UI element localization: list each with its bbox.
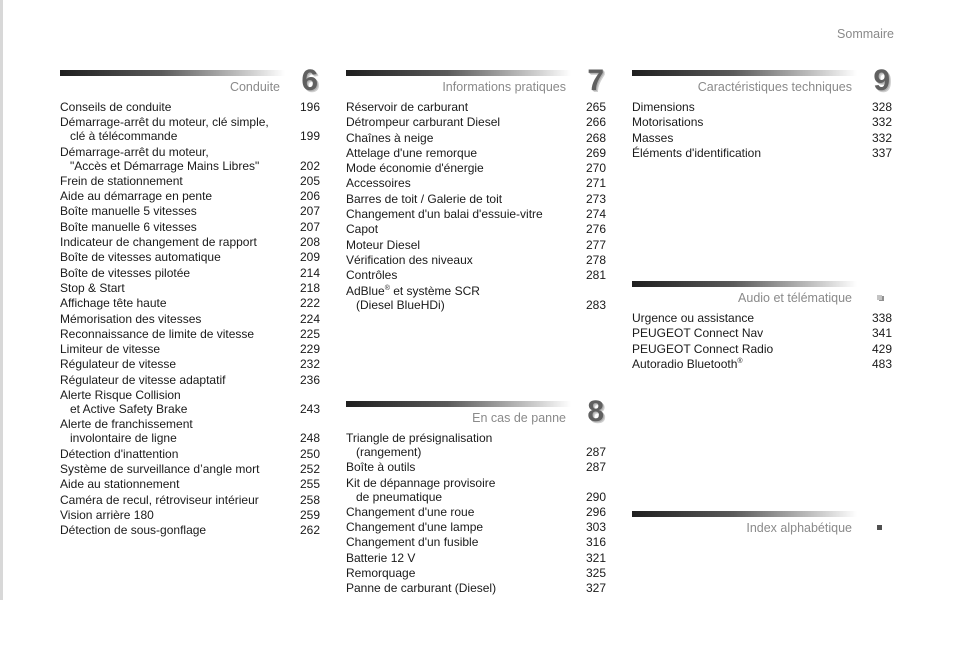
toc-entry-text: Vision arrière 180 [60, 507, 154, 522]
toc-entry-title [60, 373, 284, 387]
section-conduite [60, 64, 320, 538]
toc-entry[interactable] [346, 207, 606, 221]
toc-entry-title [346, 146, 570, 160]
toc-entry-subtitle: clé à télécommande [70, 129, 178, 144]
section-title: Audio et télématique [738, 291, 852, 305]
toc-entry-title [632, 131, 856, 145]
section-header [346, 395, 606, 431]
toc-entry-text: Mémorisation des vitesses [60, 311, 202, 326]
toc-entry-title [346, 535, 570, 549]
toc-entry-title [632, 100, 856, 114]
toc-page-number: 207 [299, 219, 320, 234]
toc-entry-title [346, 100, 570, 114]
toc-entry-title [346, 238, 570, 252]
toc-page-number: 205 [299, 173, 320, 188]
toc-entry[interactable] [346, 284, 606, 312]
toc-page-number: 316 [585, 535, 606, 550]
toc-entry-title [632, 115, 856, 129]
toc-entry-title [346, 505, 570, 519]
toc-entry-text: Démarrage-arrêt du moteur, clé simple, [60, 115, 269, 130]
toc-entry[interactable] [60, 145, 320, 173]
toc-entry[interactable] [60, 388, 320, 416]
toc-entry[interactable] [346, 460, 606, 474]
section-bar [346, 70, 571, 76]
toc-page-number: 218 [299, 280, 320, 295]
toc-entry-text: Changement d'un fusible [346, 535, 479, 550]
page-label: Sommaire [837, 27, 894, 41]
toc-entry-text: Changement d'une lampe [346, 520, 484, 535]
section-bar [60, 70, 285, 76]
toc-entry-text: Changement d'un balai d'essuie-vitre [346, 207, 543, 222]
toc-entry-title [60, 447, 284, 461]
toc-entry[interactable] [632, 342, 892, 356]
toc-entry-title [60, 100, 284, 114]
toc-entry[interactable] [60, 493, 320, 507]
toc-entry-text: Batterie 12 V [346, 550, 416, 565]
toc-entry-subtitle: (Diesel BlueHDi) [356, 297, 445, 312]
toc-entry-title [632, 326, 856, 340]
toc-entry-text: Réservoir de carburant [346, 100, 469, 114]
section-header [632, 511, 892, 541]
toc-entry-text: Chaînes à neige [346, 130, 434, 145]
toc-page-number: 273 [585, 191, 606, 206]
toc-page-number: 283 [585, 297, 606, 312]
toc-entry-title [60, 281, 284, 295]
toc-page-number: 277 [585, 237, 606, 252]
toc-page-number: 250 [299, 446, 320, 461]
toc-entry[interactable] [60, 462, 320, 476]
toc-entry[interactable] [346, 176, 606, 190]
section-number: 7 [587, 64, 604, 97]
section-index-alphabetique [632, 511, 892, 541]
toc-entry[interactable] [60, 235, 320, 249]
toc-entry[interactable] [632, 357, 892, 371]
toc-page-number: 278 [585, 252, 606, 267]
toc-list [346, 431, 606, 595]
toc-entry-title [346, 520, 570, 534]
toc-page-number: 281 [585, 268, 606, 283]
toc-entry-title [60, 250, 284, 264]
toc-page-number: 268 [585, 130, 606, 145]
toc-entry-text: Attelage d'une remorque [346, 145, 478, 160]
section-caracteristiques-techniques [632, 64, 892, 161]
toc-entry[interactable] [60, 281, 320, 295]
toc-page-number: 262 [299, 523, 320, 538]
toc-page-number: 303 [585, 520, 606, 535]
toc-entry-text: Alerte Risque Collision [60, 388, 181, 403]
toc-list [632, 100, 892, 160]
section-title: Caractéristiques techniques [697, 80, 852, 94]
toc-entry[interactable] [632, 311, 892, 325]
section-bar [632, 511, 857, 517]
toc-entry-text: Masses [632, 130, 674, 145]
section-title: Informations pratiques [442, 80, 566, 94]
toc-page-number: 271 [585, 176, 606, 191]
toc-entry-title [60, 204, 284, 218]
toc-page-number: 266 [585, 115, 606, 130]
toc-entry-title [346, 566, 570, 580]
toc-page-number: 222 [299, 296, 320, 311]
toc-entry[interactable] [60, 342, 320, 356]
toc-entry-text: Détection d'inattention [60, 446, 179, 461]
toc-entry[interactable] [346, 505, 606, 519]
toc-entry-text: Indicateur de changement de rapport [60, 235, 257, 250]
toc-entry-text: Éléments d'identification [632, 145, 762, 160]
toc-page-number: 332 [871, 130, 892, 145]
toc-page-number: 269 [585, 145, 606, 160]
toc-entry[interactable] [60, 100, 320, 114]
section-marker [877, 295, 882, 300]
toc-entry-text: Boîte à outils [346, 460, 416, 475]
toc-entry-text: Aide au stationnement [60, 477, 180, 492]
toc-entry-title [60, 145, 284, 159]
toc-entry-text: Boîte de vitesses automatique [60, 250, 221, 265]
toc-page-number: 225 [299, 326, 320, 341]
toc-entry-text: Panne de carburant (Diesel) [346, 581, 497, 596]
section-number: 9 [873, 64, 890, 97]
toc-entry-title [60, 235, 284, 249]
toc-entry-title [60, 189, 284, 203]
toc-entry-text: Système de surveillance d’angle mort [60, 461, 260, 476]
toc-entry[interactable] [346, 238, 606, 252]
toc-entry-subtitle: et Active Safety Brake [70, 402, 188, 417]
toc-entry[interactable] [60, 477, 320, 491]
toc-entry-text: Caméra de recul, rétroviseur intérieur [60, 492, 259, 507]
toc-page-number: 290 [585, 489, 606, 504]
toc-page-number: 206 [299, 189, 320, 204]
section-header [60, 64, 320, 100]
toc-page-number: 258 [299, 492, 320, 507]
toc-entry[interactable] [60, 204, 320, 218]
toc-entry[interactable] [346, 476, 606, 504]
toc-page-number: 265 [585, 100, 606, 114]
toc-page-number: 259 [299, 507, 320, 522]
toc-entry-title [346, 551, 570, 565]
toc-entry-title [346, 161, 570, 175]
toc-entry-title [346, 115, 570, 129]
toc-entry[interactable] [632, 115, 892, 129]
toc-entry-subtitle: involontaire de ligne [70, 431, 177, 446]
toc-entry-text: Barres de toit / Galerie de toit [346, 191, 503, 206]
toc-entry[interactable] [346, 581, 606, 595]
toc-page-number: 276 [585, 222, 606, 237]
toc-entry-text: Motorisations [632, 115, 704, 130]
toc-entry-text: Accessoires [346, 176, 411, 191]
toc-page-number: 332 [871, 115, 892, 130]
toc-entry-title [60, 357, 284, 371]
toc-entry-text: Détrompeur carburant Diesel [346, 115, 501, 130]
toc-page-number: 252 [299, 461, 320, 476]
toc-entry-title [346, 581, 570, 595]
toc-page-number: 338 [871, 311, 892, 325]
toc-entry-text: Vérification des niveaux [346, 252, 473, 267]
toc-entry-title [60, 462, 284, 476]
toc-entry-text: Démarrage-arrêt du moteur, [60, 144, 209, 159]
toc-entry-text: Changement d'une roue [346, 504, 475, 519]
toc-page-number: 209 [299, 250, 320, 265]
toc-page-number: 274 [585, 207, 606, 222]
toc-entry[interactable] [60, 115, 320, 143]
toc-entry-text: Affichage tête haute [60, 296, 167, 311]
toc-entry[interactable] [346, 551, 606, 565]
toc-entry-title [346, 268, 570, 282]
section-number: 6 [301, 64, 318, 97]
section-header [632, 64, 892, 100]
toc-entry-title [60, 477, 284, 491]
toc-entry-text: Contrôles [346, 268, 398, 283]
toc-entry-text: AdBlue [346, 283, 385, 298]
toc-entry-title [60, 296, 284, 310]
toc-entry-title [60, 493, 284, 507]
toc-entry-subtitle: "Accès et Démarrage Mains Libres" [70, 158, 260, 173]
section-marker [877, 525, 882, 530]
registered-mark: ® [737, 357, 743, 365]
toc-entry-subtitle: de pneumatique [356, 489, 443, 504]
toc-entry[interactable] [60, 220, 320, 234]
toc-entry[interactable] [346, 115, 606, 129]
section-title: Index alphabétique [746, 521, 852, 535]
section-bar [346, 401, 571, 407]
section-informations-pratiques [346, 64, 606, 313]
toc-entry-title [346, 131, 570, 145]
toc-entry-title [60, 266, 284, 280]
toc-entry[interactable] [346, 535, 606, 549]
toc-entry-text: Conseils de conduite [60, 100, 172, 114]
toc-entry[interactable] [60, 174, 320, 188]
toc-entry[interactable] [60, 266, 320, 280]
toc-list [346, 100, 606, 312]
toc-entry-title [60, 327, 284, 341]
toc-entry-text: Stop & Start [60, 280, 125, 295]
toc-page-number: 270 [585, 161, 606, 176]
toc-entry[interactable] [346, 100, 606, 114]
toc-entry-text: Détection de sous-gonflage [60, 523, 207, 538]
toc-page-number: 483 [871, 356, 892, 371]
toc-entry-text: Mode économie d'énergie [346, 161, 484, 176]
toc-entry-text: Moteur Diesel [346, 237, 421, 252]
section-bar [632, 70, 857, 76]
toc-entry[interactable] [60, 373, 320, 387]
toc-entry[interactable] [60, 523, 320, 537]
toc-page-number: 321 [585, 550, 606, 565]
toc-page-number: 229 [299, 342, 320, 357]
toc-page-number: 202 [299, 158, 320, 173]
toc-page-number: 207 [299, 204, 320, 219]
toc-page-number: 328 [871, 100, 892, 114]
section-bar [632, 281, 857, 287]
toc-page-number: 287 [585, 445, 606, 459]
toc-entry[interactable] [632, 146, 892, 160]
section-title: En cas de panne [472, 411, 566, 425]
toc-entry-title [60, 220, 284, 234]
toc-page-number: 248 [299, 431, 320, 446]
toc-entry-title [346, 222, 570, 236]
toc-page-number: 208 [299, 235, 320, 250]
toc-entry-text: Frein de stationnement [60, 173, 183, 188]
toc-entry[interactable] [60, 327, 320, 341]
registered-mark: ® [384, 284, 390, 292]
toc-entry-title [632, 357, 856, 371]
toc-entry-text-tail: et système SCR [389, 283, 480, 298]
toc-page-number: 287 [585, 460, 606, 475]
toc-entry[interactable] [346, 520, 606, 534]
toc-entry[interactable] [60, 312, 320, 326]
toc-entry-text: Triangle de présignalisation [346, 431, 493, 445]
section-en-cas-de-panne [346, 395, 606, 597]
toc-entry-title [346, 476, 570, 490]
toc-entry-text: Autoradio Bluetooth [632, 356, 738, 371]
toc-entry-title [346, 176, 570, 190]
toc-entry-text: Remorquage [346, 566, 416, 581]
toc-entry[interactable] [346, 131, 606, 145]
toc-entry-title [346, 284, 570, 298]
toc-entry-text: Dimensions [632, 100, 695, 114]
toc-entry[interactable] [632, 131, 892, 145]
toc-entry-title [60, 417, 284, 431]
toc-entry-title [60, 508, 284, 522]
toc-page-number: 243 [299, 402, 320, 417]
page-edge-rule [0, 0, 3, 600]
section-title: Conduite [229, 80, 280, 94]
toc-entry-title [632, 146, 856, 160]
toc-entry[interactable] [346, 161, 606, 175]
toc-entry-title [60, 523, 284, 537]
toc-entry-title [632, 311, 856, 325]
toc-entry-title [346, 207, 570, 221]
toc-entry-text: Kit de dépannage provisoire [346, 475, 496, 490]
toc-entry-text: Boîte manuelle 5 vitesses [60, 204, 197, 219]
toc-entry[interactable] [60, 447, 320, 461]
toc-entry-text: Reconnaissance de limite de vitesse [60, 326, 255, 341]
toc-entry-text: Aide au démarrage en pente [60, 189, 213, 204]
toc-page-number: 325 [585, 566, 606, 581]
toc-entry[interactable] [60, 250, 320, 264]
toc-entry[interactable] [346, 268, 606, 282]
toc-page-number: 224 [299, 311, 320, 326]
toc-entry-title [346, 253, 570, 267]
toc-list [60, 100, 320, 537]
toc-entry-title [60, 388, 284, 402]
toc-entry-title [632, 342, 856, 356]
toc-page-number: 337 [871, 145, 892, 160]
toc-entry-title [60, 115, 284, 129]
toc-entry-text: PEUGEOT Connect Nav [632, 326, 764, 341]
toc-entry-title [346, 431, 570, 445]
toc-page-number: 341 [871, 326, 892, 341]
toc-entry-text: Limiteur de vitesse [60, 342, 161, 357]
section-number: 8 [587, 395, 604, 428]
toc-entry[interactable] [346, 566, 606, 580]
toc-entry-text: Régulateur de vitesse adaptatif [60, 372, 226, 387]
toc-entry-text: Boîte de vitesses pilotée [60, 265, 191, 280]
toc-list [632, 311, 892, 371]
toc-page-number: 236 [299, 372, 320, 387]
toc-entry-subtitle: (rangement) [356, 445, 422, 459]
toc-entry-title [346, 460, 570, 474]
toc-entry[interactable] [346, 431, 606, 459]
toc-entry-text: Alerte de franchissement [60, 417, 193, 432]
toc-entry[interactable] [632, 100, 892, 114]
toc-entry[interactable] [346, 146, 606, 160]
toc-entry[interactable] [60, 189, 320, 203]
toc-page-number: 199 [299, 129, 320, 144]
toc-entry-text: Boîte manuelle 6 vitesses [60, 219, 197, 234]
toc-entry[interactable] [346, 222, 606, 236]
toc-entry[interactable] [346, 253, 606, 267]
toc-page-number: 214 [299, 265, 320, 280]
toc-page-number: 327 [585, 581, 606, 596]
toc-entry[interactable] [60, 508, 320, 522]
toc-entry-title [60, 342, 284, 356]
toc-page-number: 296 [585, 504, 606, 519]
toc-entry[interactable] [60, 357, 320, 371]
toc-entry-title [60, 174, 284, 188]
toc-page-number: 232 [299, 357, 320, 372]
toc-entry-text: Urgence ou assistance [632, 311, 755, 325]
toc-entry[interactable] [60, 417, 320, 445]
toc-entry-title [60, 312, 284, 326]
section-audio-telematique [632, 281, 892, 372]
toc-entry[interactable] [60, 296, 320, 310]
toc-entry-text: Capot [346, 222, 379, 237]
toc-page-number: 196 [299, 100, 320, 114]
toc-entry-title [346, 192, 570, 206]
toc-page-number: 429 [871, 341, 892, 356]
toc-entry-text: Régulateur de vitesse [60, 357, 177, 372]
section-header [632, 281, 892, 311]
toc-entry-text: PEUGEOT Connect Radio [632, 341, 774, 356]
toc-entry[interactable] [346, 192, 606, 206]
toc-page-number: 255 [299, 477, 320, 492]
toc-entry[interactable] [632, 326, 892, 340]
section-header [346, 64, 606, 100]
